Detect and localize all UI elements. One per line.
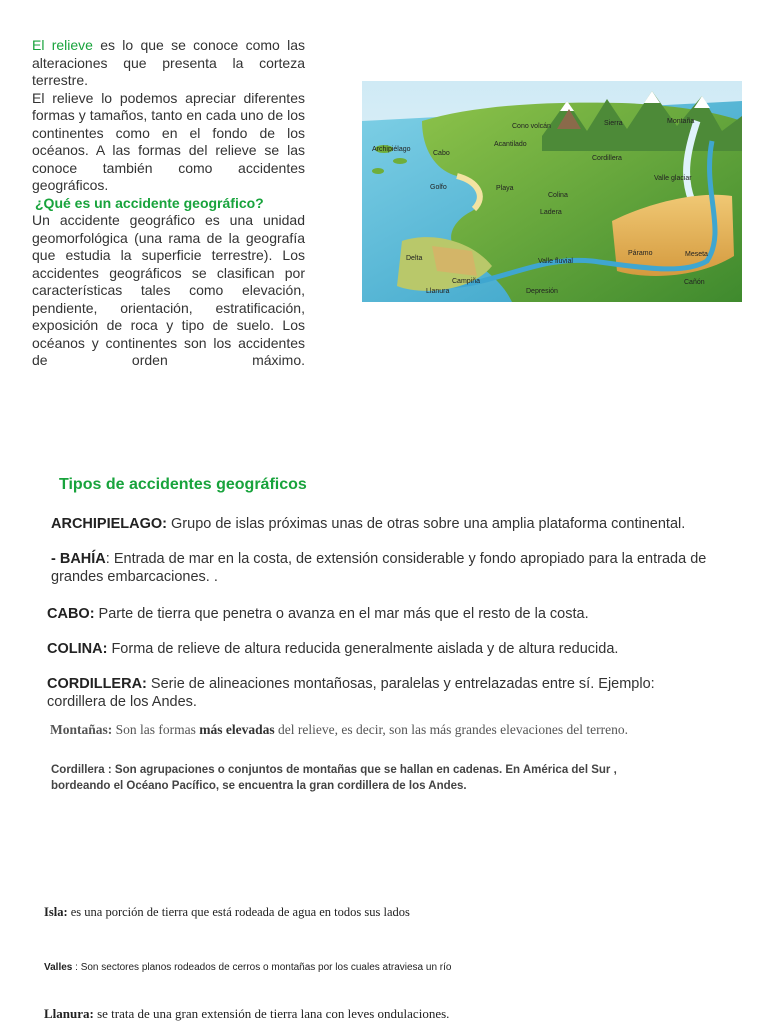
label-cordillera: Cordillera [592,155,622,162]
intro-text [32,37,305,370]
label-paramo: Páramo [628,250,653,257]
definition-montanas [50,722,750,738]
term-valles: Valles [44,962,73,973]
label-delta: Delta [406,255,423,262]
term-archipielago: ARCHIPIELAGO: [51,516,167,532]
label-sierra: Sierra [604,120,623,127]
term-llanura: Llanura: [44,1006,94,1021]
section-title: Tipos de accidentes geográficos [59,476,307,493]
label-colina: Colina [548,192,568,199]
definition-cordillera-2 [51,762,751,794]
relieve-definition: es lo que se conoce como las alteraciones que presenta la corteza terrestre. [32,37,305,88]
label-valle-fluvial: Valle fluvial [538,258,573,265]
label-meseta: Meseta [685,251,708,258]
label-valle-glaciar: Valle glaciar [654,175,692,182]
term-isla: Isla: [44,905,68,919]
label-llanura: Llanura [426,288,450,295]
definition-llanura [44,1006,744,1022]
label-campina: Campiña [452,278,481,285]
intro-answer: Un accidente geográfico es una unidad geomorfológica (una rama de la geografía que estudia la superficie terrestre). Los accidentes geográficos se clasifican por características tales como elevación, pendiente, orientación, estratificación, exposición de roca y tipo de suelo. Los océanos y continentes son los accidentes de orden máximo. [32,212,305,368]
intro-paragraph-1 [32,37,305,90]
text-colina: Forma de relieve de altura reducida generalmente aislada y de altura reducida. [107,641,619,657]
text-llanura: se trata de una gran extensión de tierra lana con leves ondulaciones. [93,1006,450,1021]
term-colina: COLINA: [47,641,108,657]
label-depresion: Depresión [526,288,558,295]
label-ladera: Ladera [540,209,562,216]
cordillera-2-line-1 [51,762,751,778]
text-cordillera: Serie de alineaciones montañosas, paralelas y entrelazadas entre sí. Ejemplo: cordillera de los Andes. [47,676,655,710]
definition-colina [47,640,747,658]
label-cono-volcan: Cono volcán [512,123,551,130]
label-canon: Cañón [684,279,705,286]
relieve-term: El relieve [32,37,93,53]
definition-archipielago [51,515,751,533]
text-cordillera-2b: bordeando el Océano Pacífico, se encuentra la gran cordillera de los Andes. [51,780,467,792]
text-valles: : Son sectores planos rodeados de cerros o montañas por los cuales atraviesa un río [72,962,452,973]
term-cordillera-2: Cordillera : [51,764,112,776]
question-heading: ¿Qué es un accidente geográfico? [35,194,264,211]
definition-valles [44,962,744,973]
definition-cordillera [47,675,717,711]
text-montanas-2: del relieve, es decir, son las más grandes elevaciones del terreno. [274,722,628,737]
term-cabo: CABO: [47,606,95,622]
label-cabo: Cabo [433,150,450,157]
text-montanas-bold: más elevadas [199,722,275,737]
text-bahia: : Entrada de mar en la costa, de extensión considerable y fondo apropiado para la entrada de grandes embarcaciones. . [51,551,707,585]
intro-paragraph-2: El relieve lo podemos apreciar diferentes formas y tamaños, tanto en cada uno de los continentes como en el fondo de los océanos. A las formas del relieve se las conoce también como accidentes geográficos. [32,89,305,193]
landforms-illustration [362,81,742,302]
definition-bahia [51,550,741,586]
label-montana: Montaña [667,118,695,125]
term-montanas: Montañas: [50,722,113,737]
definition-isla [44,905,744,920]
label-golfo: Golfo [430,184,447,191]
text-archipielago: Grupo de islas próximas unas de otras sobre una amplia plataforma continental. [167,516,686,532]
label-archipielago: Archipiélago [372,146,411,153]
label-playa: Playa [496,185,514,192]
text-cabo: Parte de tierra que penetra o avanza en el mar más que el resto de la costa. [94,606,589,622]
text-isla: es una porción de tierra que está rodeada de agua en todos sus lados [67,905,410,919]
definition-cabo [47,605,747,623]
label-acantilado: Acantilado [494,141,527,148]
term-cordillera: CORDILLERA: [47,676,147,692]
landforms-svg [362,81,742,302]
text-cordillera-2a: Son agrupaciones o conjuntos de montañas que se hallan en cadenas. En América del Sur , [111,764,617,776]
term-bahia: - BAHÍA [51,551,106,567]
text-montanas-1: Son las formas [112,722,200,737]
